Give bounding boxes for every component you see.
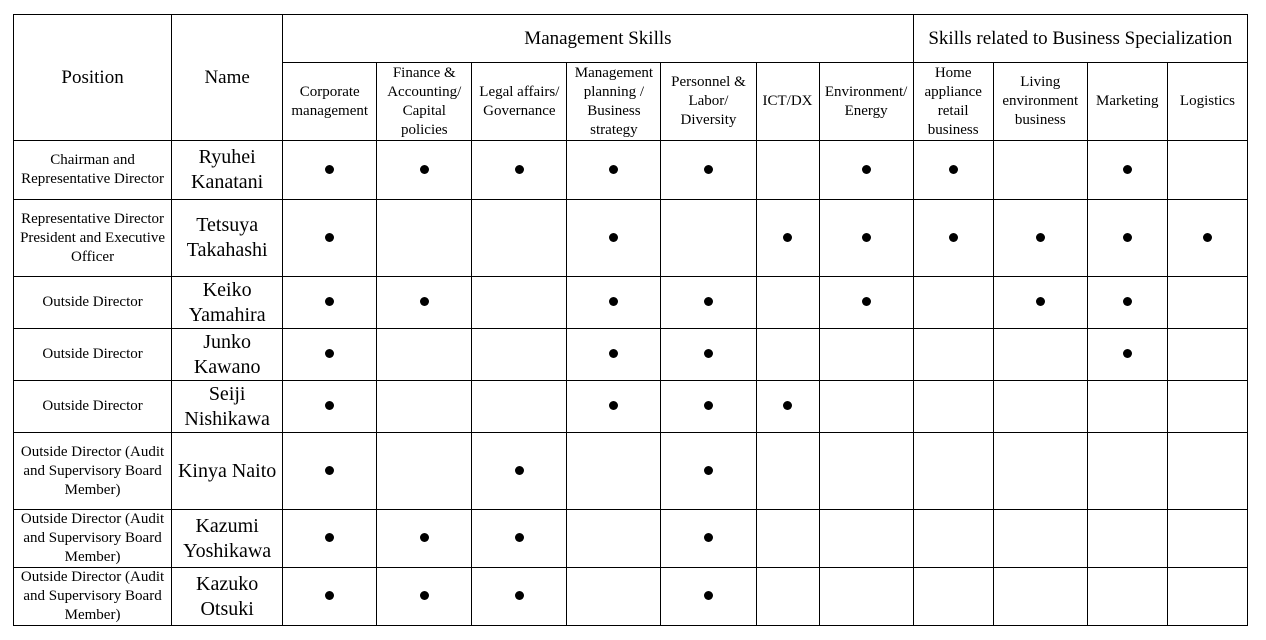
group-header-row bbox=[14, 15, 1248, 63]
name-header: Name bbox=[172, 15, 283, 141]
skill-cell bbox=[819, 510, 913, 568]
skill-cell bbox=[661, 433, 756, 510]
skill-cell bbox=[756, 200, 819, 277]
director-name: Seiji Nishikawa bbox=[172, 381, 283, 433]
skill-dot-icon bbox=[515, 466, 524, 475]
skill-cell bbox=[283, 510, 377, 568]
skill-dot-icon bbox=[1036, 233, 1045, 242]
director-row bbox=[14, 200, 1248, 277]
skill-cell bbox=[283, 200, 377, 277]
skill-cell bbox=[756, 277, 819, 329]
skill-dot-icon bbox=[515, 533, 524, 542]
skill-dot-icon bbox=[325, 466, 334, 475]
skill-cell bbox=[283, 568, 377, 626]
skill-cell bbox=[756, 329, 819, 381]
skill-cell bbox=[819, 200, 913, 277]
skills-matrix-table bbox=[13, 14, 1248, 626]
director-position: Outside Director (Audit and Supervisory Board Member) bbox=[14, 568, 172, 626]
skill-dot-icon bbox=[949, 233, 958, 242]
skill-cell bbox=[567, 433, 661, 510]
skill-cell bbox=[1087, 381, 1167, 433]
skill-dot-icon bbox=[325, 591, 334, 600]
skill-header: Home appliance retail business bbox=[913, 63, 993, 141]
skill-cell bbox=[993, 568, 1087, 626]
skill-dot-icon bbox=[1123, 349, 1132, 358]
director-row bbox=[14, 568, 1248, 626]
skill-cell bbox=[913, 381, 993, 433]
director-name: Kazumi Yoshikawa bbox=[172, 510, 283, 568]
skill-cell bbox=[993, 200, 1087, 277]
skill-header: Legal affairs/ Governance bbox=[472, 63, 567, 141]
director-name: Keiko Yamahira bbox=[172, 277, 283, 329]
skill-cell bbox=[913, 329, 993, 381]
director-row bbox=[14, 329, 1248, 381]
skill-cell bbox=[661, 329, 756, 381]
director-position: Outside Director bbox=[14, 277, 172, 329]
skill-dot-icon bbox=[609, 401, 618, 410]
skill-cell bbox=[377, 200, 472, 277]
skill-cell bbox=[661, 381, 756, 433]
specialization-skills-header: Skills related to Business Specialization bbox=[913, 15, 1247, 63]
skill-cell bbox=[993, 329, 1087, 381]
skill-cell bbox=[913, 568, 993, 626]
director-rows bbox=[14, 141, 1248, 626]
skill-cell bbox=[913, 200, 993, 277]
skill-dot-icon bbox=[325, 533, 334, 542]
skill-dot-icon bbox=[949, 165, 958, 174]
skill-cell bbox=[993, 510, 1087, 568]
skill-cell bbox=[819, 381, 913, 433]
skill-dot-icon bbox=[325, 165, 334, 174]
skill-header: Management planning / Business strategy bbox=[567, 63, 661, 141]
skill-cell bbox=[993, 381, 1087, 433]
skill-dot-icon bbox=[1123, 297, 1132, 306]
skill-cell bbox=[472, 141, 567, 200]
skill-dot-icon bbox=[325, 233, 334, 242]
skill-cell bbox=[567, 277, 661, 329]
skill-cell bbox=[377, 277, 472, 329]
skill-cell bbox=[377, 433, 472, 510]
skill-dot-icon bbox=[783, 233, 792, 242]
skill-cell bbox=[756, 433, 819, 510]
skill-cell bbox=[661, 141, 756, 200]
skill-cell bbox=[283, 381, 377, 433]
skill-dot-icon bbox=[862, 233, 871, 242]
skill-header: Marketing bbox=[1087, 63, 1167, 141]
skill-dot-icon bbox=[420, 297, 429, 306]
director-name: Junko Kawano bbox=[172, 329, 283, 381]
skill-dot-icon bbox=[325, 349, 334, 358]
skill-header: Corporate management bbox=[283, 63, 377, 141]
skill-cell bbox=[377, 329, 472, 381]
skill-cell bbox=[819, 277, 913, 329]
skill-cell bbox=[993, 141, 1087, 200]
skill-dot-icon bbox=[704, 349, 713, 358]
skill-dot-icon bbox=[862, 297, 871, 306]
skill-dot-icon bbox=[515, 591, 524, 600]
skill-dot-icon bbox=[420, 533, 429, 542]
skill-cell bbox=[472, 433, 567, 510]
director-row bbox=[14, 433, 1248, 510]
skill-dot-icon bbox=[1203, 233, 1212, 242]
skill-header: Logistics bbox=[1167, 63, 1247, 141]
skill-cell bbox=[567, 381, 661, 433]
skill-cell bbox=[377, 141, 472, 200]
skill-cell bbox=[1087, 568, 1167, 626]
skill-cell bbox=[472, 510, 567, 568]
skill-cell bbox=[756, 510, 819, 568]
skill-cell bbox=[661, 277, 756, 329]
skill-cell bbox=[756, 141, 819, 200]
skill-dot-icon bbox=[1123, 233, 1132, 242]
skill-dot-icon bbox=[1123, 165, 1132, 174]
skill-cell bbox=[283, 329, 377, 381]
director-row bbox=[14, 510, 1248, 568]
skill-header: Living environment business bbox=[993, 63, 1087, 141]
director-row bbox=[14, 277, 1248, 329]
skill-cell bbox=[377, 381, 472, 433]
skill-dot-icon bbox=[704, 533, 713, 542]
skill-cell bbox=[819, 329, 913, 381]
skill-dot-icon bbox=[420, 591, 429, 600]
skill-cell bbox=[567, 510, 661, 568]
management-skills-header: Management Skills bbox=[283, 15, 913, 63]
skill-header: Environment/ Energy bbox=[819, 63, 913, 141]
skill-dot-icon bbox=[704, 165, 713, 174]
skill-cell bbox=[472, 277, 567, 329]
skill-dot-icon bbox=[609, 165, 618, 174]
skill-dot-icon bbox=[420, 165, 429, 174]
skill-cell bbox=[283, 433, 377, 510]
skill-cell bbox=[1167, 329, 1247, 381]
skill-cell bbox=[567, 141, 661, 200]
skill-cell bbox=[756, 381, 819, 433]
skill-dot-icon bbox=[862, 165, 871, 174]
skill-cell bbox=[1167, 433, 1247, 510]
skill-cell bbox=[913, 141, 993, 200]
director-position: Outside Director (Audit and Supervisory Board Member) bbox=[14, 433, 172, 510]
skill-dot-icon bbox=[609, 349, 618, 358]
skill-cell bbox=[472, 329, 567, 381]
skill-cell bbox=[567, 568, 661, 626]
skill-cell bbox=[472, 568, 567, 626]
skill-header: ICT/DX bbox=[756, 63, 819, 141]
director-position: Outside Director bbox=[14, 381, 172, 433]
skill-cell bbox=[1087, 141, 1167, 200]
skill-dot-icon bbox=[704, 591, 713, 600]
skill-cell bbox=[819, 433, 913, 510]
skill-dot-icon bbox=[783, 401, 792, 410]
director-position: Outside Director bbox=[14, 329, 172, 381]
skill-cell bbox=[567, 329, 661, 381]
skill-dot-icon bbox=[325, 297, 334, 306]
skill-dot-icon bbox=[704, 466, 713, 475]
skill-dot-icon bbox=[1036, 297, 1045, 306]
skill-dot-icon bbox=[609, 233, 618, 242]
skill-dot-icon bbox=[609, 297, 618, 306]
director-name: Kazuko Otsuki bbox=[172, 568, 283, 626]
skill-cell bbox=[819, 568, 913, 626]
skill-cell bbox=[1167, 381, 1247, 433]
director-name: Tetsuya Takahashi bbox=[172, 200, 283, 277]
skill-cell bbox=[283, 141, 377, 200]
director-name: Kinya Naito bbox=[172, 433, 283, 510]
skill-cell bbox=[1167, 200, 1247, 277]
skill-cell bbox=[377, 568, 472, 626]
skill-cell bbox=[756, 568, 819, 626]
skill-cell bbox=[283, 277, 377, 329]
skill-cell bbox=[377, 510, 472, 568]
director-name: Ryuhei Kanatani bbox=[172, 141, 283, 200]
skill-cell bbox=[993, 277, 1087, 329]
skill-cell bbox=[913, 277, 993, 329]
skill-cell bbox=[819, 141, 913, 200]
skill-cell bbox=[1087, 510, 1167, 568]
skill-cell bbox=[1167, 568, 1247, 626]
skill-cell bbox=[472, 200, 567, 277]
skill-cell bbox=[1167, 510, 1247, 568]
skill-cell bbox=[913, 433, 993, 510]
skill-dot-icon bbox=[325, 401, 334, 410]
skill-header: Finance & Accounting/ Capital policies bbox=[377, 63, 472, 141]
director-position: Representative Director President and Executive Officer bbox=[14, 200, 172, 277]
director-position: Outside Director (Audit and Supervisory Board Member) bbox=[14, 510, 172, 568]
skill-cell bbox=[661, 568, 756, 626]
skill-cell bbox=[1167, 141, 1247, 200]
skill-dot-icon bbox=[704, 401, 713, 410]
skill-header: Personnel & Labor/ Diversity bbox=[661, 63, 756, 141]
skill-cell bbox=[913, 510, 993, 568]
skill-cell bbox=[1087, 200, 1167, 277]
director-row bbox=[14, 381, 1248, 433]
position-header: Position bbox=[14, 15, 172, 141]
skill-cell bbox=[661, 510, 756, 568]
director-row bbox=[14, 141, 1248, 200]
skill-cell bbox=[1167, 277, 1247, 329]
skill-dot-icon bbox=[515, 165, 524, 174]
skill-cell bbox=[1087, 433, 1167, 510]
skill-cell bbox=[472, 381, 567, 433]
skill-cell bbox=[1087, 277, 1167, 329]
skill-cell bbox=[661, 200, 756, 277]
skill-cell bbox=[567, 200, 661, 277]
skill-cell bbox=[993, 433, 1087, 510]
skill-dot-icon bbox=[704, 297, 713, 306]
director-position: Chairman and Representative Director bbox=[14, 141, 172, 200]
skill-cell bbox=[1087, 329, 1167, 381]
